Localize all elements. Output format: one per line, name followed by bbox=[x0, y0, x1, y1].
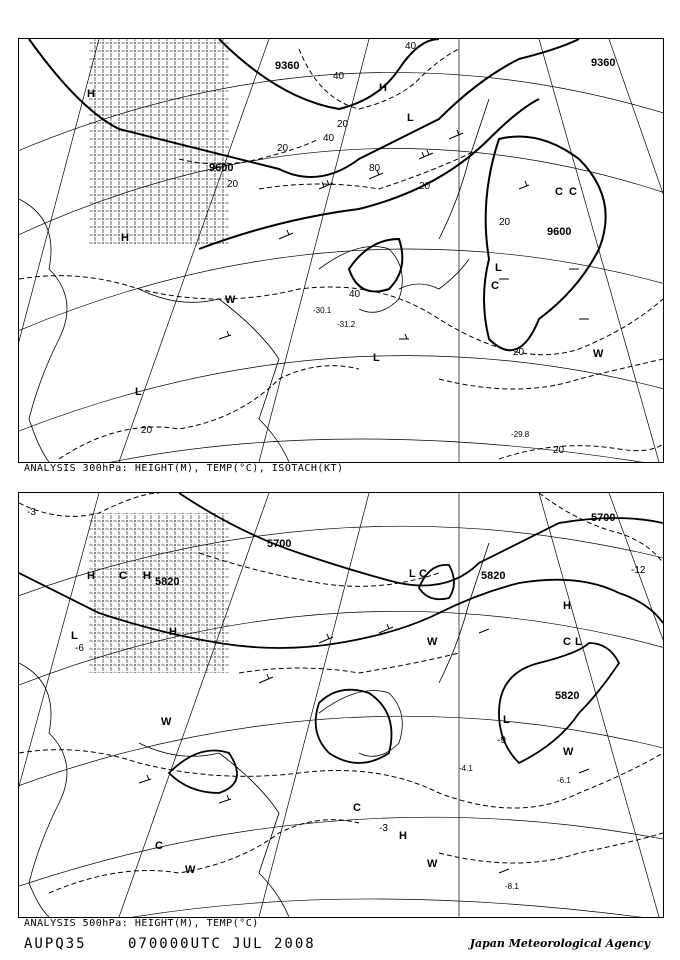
temp-label: -8.1 bbox=[505, 882, 519, 891]
temp-label: -31.2 bbox=[337, 320, 356, 329]
pressure-center-c: C bbox=[569, 186, 577, 198]
pressure-center-c: C bbox=[563, 636, 571, 648]
pressure-center-l: L bbox=[373, 352, 380, 364]
analysis-datetime: 070000UTC JUL 2008 bbox=[128, 936, 316, 952]
agency-name: Japan Meteorological Agency bbox=[469, 937, 650, 950]
isotach-label: 40 bbox=[323, 133, 335, 144]
temp-label: -4.1 bbox=[459, 764, 473, 773]
pressure-center-l: L bbox=[575, 636, 582, 648]
analysis-300hpa-map bbox=[18, 38, 664, 463]
height-label-9600-west: 9600 bbox=[209, 162, 234, 174]
height-label-5700-east: 5700 bbox=[591, 512, 616, 524]
pressure-center-c: C bbox=[419, 568, 427, 580]
terrain-hatch bbox=[89, 39, 229, 244]
pressure-center-l: L bbox=[503, 714, 510, 726]
pressure-center-l: L bbox=[71, 630, 78, 642]
pressure-center-h: H bbox=[143, 570, 151, 582]
map-500hpa-canvas bbox=[19, 493, 663, 917]
pressure-center-h: H bbox=[87, 88, 95, 100]
isotach-label: 20 bbox=[553, 445, 565, 456]
wind-barbs bbox=[219, 130, 589, 339]
isotach-label: 20 bbox=[419, 181, 431, 192]
pressure-center-c: C bbox=[119, 570, 127, 582]
isotach-label: 20 bbox=[337, 119, 349, 130]
pressure-center-w: W bbox=[225, 294, 236, 306]
pressure-center-l: L bbox=[135, 386, 142, 398]
temp-label: -29.8 bbox=[511, 430, 530, 439]
caption-300hpa: ANALYSIS 300hPa: HEIGHT(M), TEMP(°C), ISOTACH(KT) bbox=[24, 463, 344, 474]
isotach-label: 40 bbox=[349, 289, 361, 300]
temp-label: -30.1 bbox=[313, 306, 332, 315]
pressure-center-h: H bbox=[87, 570, 95, 582]
map-300hpa-canvas bbox=[19, 39, 663, 462]
pressure-center-c: C bbox=[155, 840, 163, 852]
temp-label: -3 bbox=[379, 823, 388, 834]
pressure-center-c: C bbox=[555, 186, 563, 198]
temp-label: -3 bbox=[27, 507, 36, 518]
pressure-center-h: H bbox=[563, 600, 571, 612]
analysis-500hpa-map bbox=[18, 492, 664, 918]
pressure-center-w: W bbox=[593, 348, 604, 360]
caption-500hpa: ANALYSIS 500hPa: HEIGHT(M), TEMP(°C) bbox=[24, 918, 259, 929]
pressure-center-l: L bbox=[407, 112, 414, 124]
isotach-label: 20 bbox=[141, 425, 153, 436]
isotach-label: 20 bbox=[499, 217, 511, 228]
height-label-5820-center: 5820 bbox=[481, 570, 506, 582]
temp-label: -12 bbox=[631, 565, 646, 576]
pressure-center-l: L bbox=[409, 568, 416, 580]
isotach-label: 20 bbox=[227, 179, 239, 190]
terrain-hatch bbox=[89, 513, 229, 673]
pressure-center-h: H bbox=[379, 82, 387, 94]
isotach-label: 80 bbox=[369, 163, 381, 174]
height-label-9600-east: 9600 bbox=[547, 226, 572, 238]
pressure-center-h: H bbox=[399, 830, 407, 842]
pressure-center-c: C bbox=[491, 280, 499, 292]
pressure-center-w: W bbox=[161, 716, 172, 728]
height-label-9360-east: 9360 bbox=[591, 57, 616, 69]
height-label-5820-west: 5820 bbox=[155, 576, 180, 588]
chart-code: AUPQ35 bbox=[24, 936, 87, 952]
pressure-center-l: L bbox=[495, 262, 502, 274]
height-label-9360-west: 9360 bbox=[275, 60, 300, 72]
temp-label: -9 bbox=[497, 735, 506, 746]
pressure-center-w: W bbox=[563, 746, 574, 758]
height-label-5820-east: 5820 bbox=[555, 690, 580, 702]
pressure-center-c: C bbox=[353, 802, 361, 814]
pressure-center-w: W bbox=[185, 864, 196, 876]
isotach-label: 20 bbox=[277, 143, 289, 154]
pressure-center-h: H bbox=[169, 626, 177, 638]
isotach-label: 40 bbox=[333, 71, 345, 82]
isotach-label: 40 bbox=[405, 41, 417, 52]
pressure-center-w: W bbox=[427, 636, 438, 648]
height-label-5700-west: 5700 bbox=[267, 538, 292, 550]
pressure-center-h: H bbox=[121, 232, 129, 244]
temp-label: -6.1 bbox=[557, 776, 571, 785]
pressure-center-w: W bbox=[427, 858, 438, 870]
isotach-label: 20 bbox=[513, 347, 525, 358]
temp-label: -6 bbox=[75, 643, 84, 654]
